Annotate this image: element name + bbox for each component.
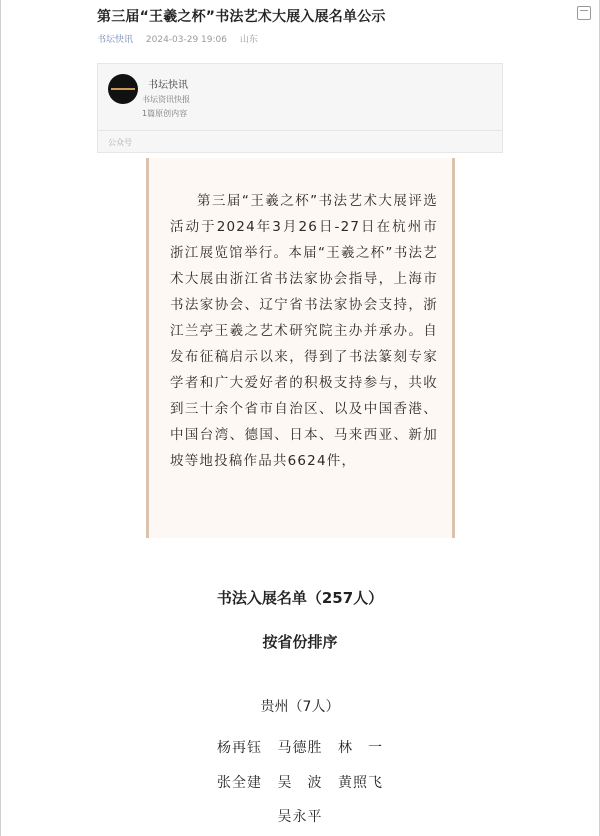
article-title: 第三届“王羲之杯”书法艺术大展入展名单公示	[97, 9, 386, 25]
account-avatar[interactable]	[108, 74, 138, 104]
share-icon[interactable]	[577, 6, 591, 20]
person-name: 吴 波	[277, 775, 323, 791]
account-type-label: 公众号	[108, 138, 132, 147]
list-title: 书法入展名单（257人）	[216, 589, 384, 607]
account-description: 书坛资讯快报	[142, 95, 190, 104]
person-name: 吴永平	[277, 809, 323, 825]
notice-box	[146, 158, 455, 538]
notice-text: 第三届“王羲之杯”书法艺术大展评选活动于2024年3月26日-27日在杭州市浙江展览馆举行。本届“王羲之杯”书法艺术大展由浙江省书法家协会指导，上海市书法家协会、辽宁省书法家协会支持，浙江兰亭王羲之艺术研究院主办并承办。自发布征稿启示以来，得到了书法篆刻专家学者和广大爱好者的积极支持参与，共收到三十余个省市自治区、以及中国香港、中国台湾、德国、日本、马来西亚、新加坡等地投稿作品共6624件，	[170, 193, 438, 469]
name-row	[0, 806, 600, 826]
article-meta	[97, 32, 258, 45]
person-name: 林 一	[337, 740, 383, 756]
article-date: 2024-03-29 19:06	[145, 35, 227, 45]
person-name: 马德胜	[277, 740, 323, 756]
account-original-count: 1篇原创内容	[142, 109, 188, 118]
account-divider	[98, 130, 502, 131]
account-card[interactable]	[97, 63, 503, 153]
person-name: 张全建	[217, 775, 263, 791]
person-name: 黄照飞	[337, 775, 383, 791]
person-name: 杨再钰	[217, 740, 263, 756]
article-location: 山东	[239, 35, 258, 45]
name-row	[0, 772, 600, 792]
name-row	[0, 737, 600, 757]
account-name[interactable]: 书坛快讯	[148, 80, 188, 91]
list-subtitle: 按省份排序	[262, 633, 338, 651]
province-heading: 贵州（7人）	[260, 699, 340, 715]
article-source-link[interactable]: 书坛快讯	[97, 35, 134, 45]
